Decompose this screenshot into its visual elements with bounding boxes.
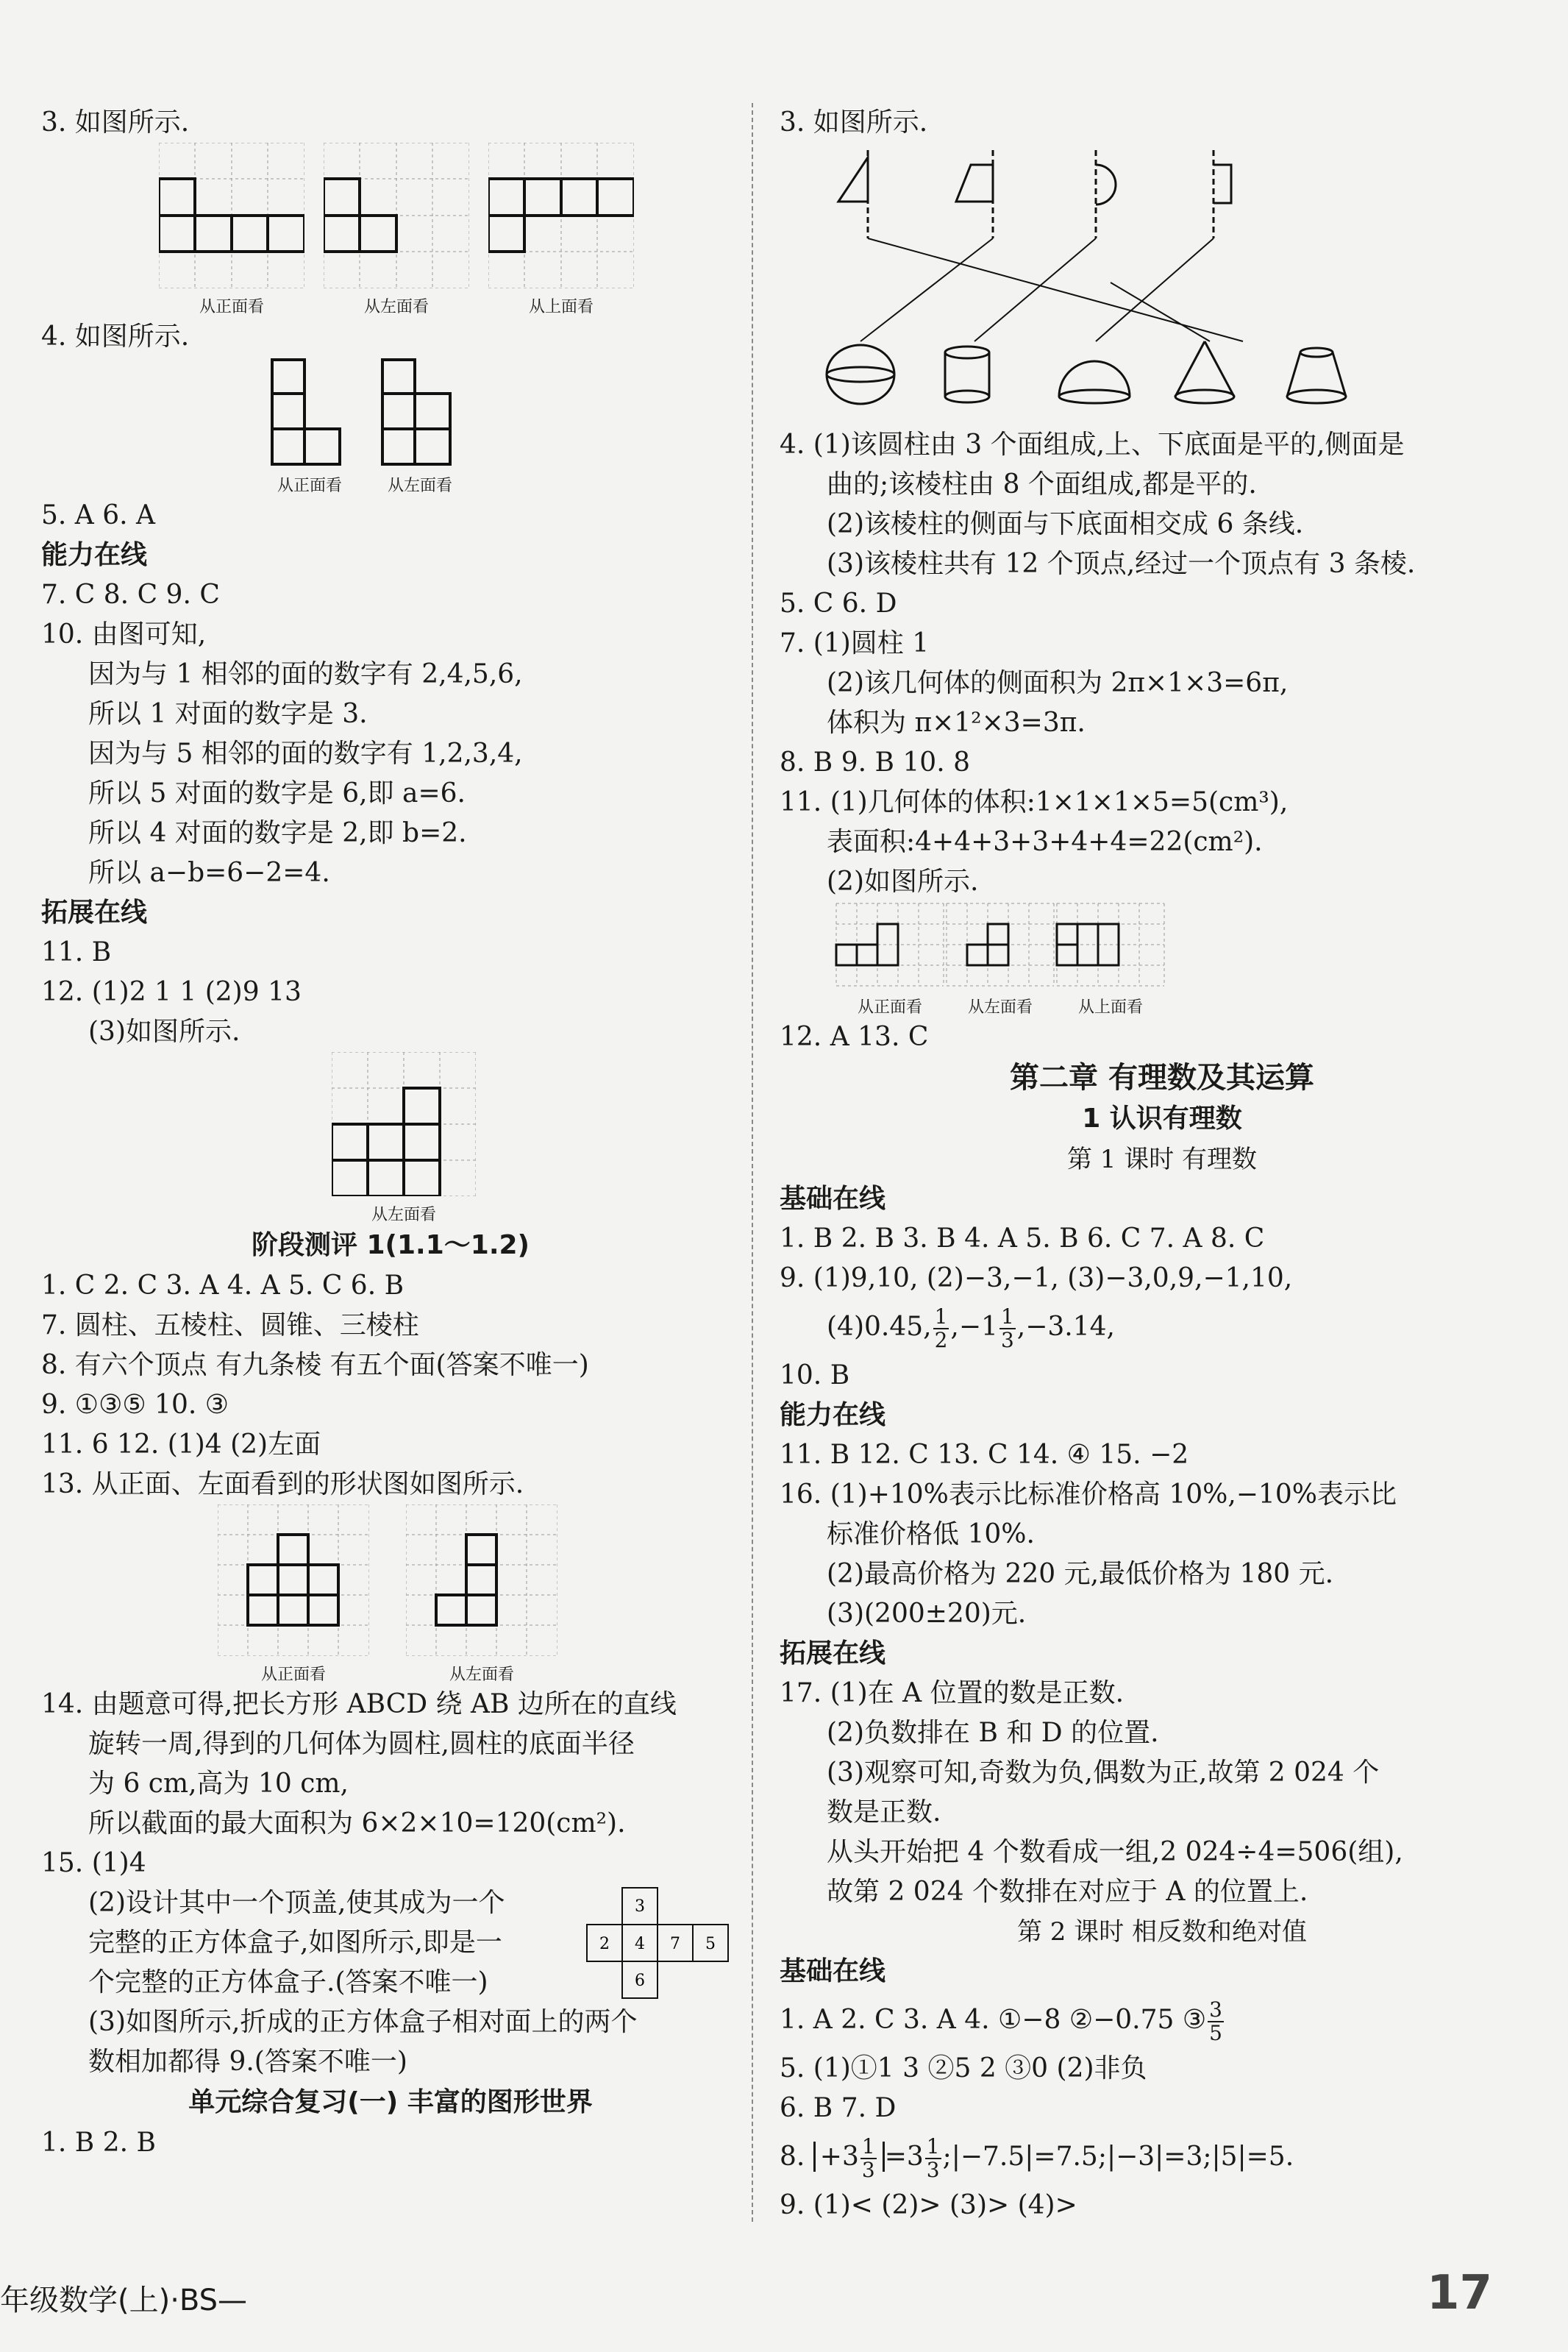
c8-line <box>780 2128 1544 2186</box>
heading-ability: 能力在线 <box>780 1400 886 1430</box>
a11-line: 11. B 12. C 13. C 14. ④ 15. −2 <box>780 1440 1189 1470</box>
fraction <box>925 2136 941 2181</box>
fraction <box>999 1306 1016 1351</box>
page-number: 17 <box>1427 2266 1493 2320</box>
s9-line: 9. ①③⑤ 10. ③ <box>41 1390 229 1420</box>
caption: 从左面看 <box>371 1206 436 1224</box>
s13-figure <box>218 1504 740 1685</box>
text: ,−3.14, <box>1016 1312 1115 1342</box>
numerator: 1 <box>861 2134 875 2159</box>
numerator: 1 <box>926 2134 940 2159</box>
e17-line: 17. (1)在 A 位置的数是正数. <box>780 1678 1125 1708</box>
q4-figure <box>269 357 740 496</box>
numerator: 1 <box>1000 1304 1014 1329</box>
net-cell: 4 <box>635 1935 645 1953</box>
denominator: 3 <box>861 2158 875 2182</box>
s15-line: 15. (1)4 <box>41 1848 146 1878</box>
c5-line: 5. (1)①1 3 ②5 2 ③0 (2)非负 <box>780 2053 1147 2083</box>
q12-line: 12. A 13. C <box>780 1022 929 1052</box>
q11-line: 11. B <box>41 937 112 967</box>
q12-line: (3)如图所示. <box>88 1017 240 1047</box>
front-view-grid <box>159 143 304 288</box>
q5-line: 5. C 6. D <box>780 589 897 619</box>
column-divider <box>752 103 755 2222</box>
q7-line: (2)该几何体的侧面积为 2π×1×3=6π, <box>827 668 1289 698</box>
u1-line: 1. B 2. B <box>41 2128 156 2158</box>
right-column <box>780 103 1544 2225</box>
q11-line: 表面积:4+4+3+3+4+4=22(cm²). <box>827 827 1263 857</box>
a16-line: 标准价格低 10%. <box>827 1519 1035 1549</box>
fraction <box>933 1306 949 1351</box>
text: (4)0.45, <box>827 1312 932 1342</box>
fraction <box>860 2136 877 2181</box>
e17-line: (2)负数排在 B 和 D 的位置. <box>827 1718 1159 1748</box>
caption: 从正面看 <box>277 477 342 495</box>
e17-line: 数是正数. <box>827 1797 941 1827</box>
cube-net-figure <box>585 1886 733 2001</box>
lesson-title: 第 2 课时 相反数和绝对值 <box>1016 1917 1308 1947</box>
s8-line: 8. 有六个顶点 有九条棱 有五个面(答案不唯一) <box>41 1350 589 1380</box>
left-view-grid <box>945 902 1055 989</box>
q7-line: 7. C 8. C 9. C <box>41 580 220 610</box>
caption: 从左面看 <box>387 477 452 495</box>
denominator: 2 <box>934 1328 948 1352</box>
q4-line: (2)该棱柱的侧面与下底面相交成 6 条线. <box>827 509 1304 539</box>
q3-line: 3. 如图所示. <box>41 107 190 138</box>
q4-line: (3)该棱柱共有 12 个顶点,经过一个顶点有 3 条棱. <box>827 549 1416 579</box>
q10-line: 10. 由图可知, <box>41 619 207 650</box>
heading-extension: 拓展在线 <box>780 1638 886 1669</box>
s15-line: 完整的正方体盒子,如图所示,即是一 <box>88 1928 502 1958</box>
q10-line: 所以 1 对面的数字是 3. <box>88 699 368 729</box>
caption: 从左面看 <box>449 1666 514 1684</box>
q11-line: 11. (1)几何体的体积:1×1×1×5=5(cm³), <box>780 787 1289 817</box>
q3-line: 3. 如图所示. <box>780 107 928 138</box>
heading-basic: 基础在线 <box>780 1184 886 1214</box>
a16-line: (2)最高价格为 220 元,最低价格为 180 元. <box>827 1559 1334 1589</box>
left-view-grid <box>324 143 469 288</box>
s13-line: 13. 从正面、左面看到的形状图如图所示. <box>41 1469 524 1499</box>
q3-figure <box>159 143 740 317</box>
s11-line: 11. 6 12. (1)4 (2)左面 <box>41 1429 321 1460</box>
stage-test-title: 阶段测评 1(1.1～1.2) <box>251 1230 530 1260</box>
s15-line: 数相加都得 9.(答案不唯一) <box>88 2047 407 2077</box>
numerator: 3 <box>1209 1997 1222 2022</box>
numerator: 1 <box>934 1304 948 1329</box>
heading-ability: 能力在线 <box>41 540 148 570</box>
front-view-grid <box>835 902 945 989</box>
s14-line: 14. 由题意可得,把长方形 ABCD 绕 AB 边所在的直线 <box>41 1689 677 1719</box>
q8-line: 8. B 9. B 10. 8 <box>780 747 970 778</box>
heading-basic: 基础在线 <box>780 1956 886 1986</box>
net-cell: 6 <box>635 1972 645 1990</box>
caption: 从正面看 <box>857 998 922 1017</box>
q4-line: 4. 如图所示. <box>41 321 190 352</box>
q10-line: 所以 4 对面的数字是 2,即 b=2. <box>88 818 467 848</box>
q10-line: 所以 a−b=6−2=4. <box>88 858 330 888</box>
a16-line: (3)(200±20)元. <box>827 1599 1027 1629</box>
q11-line: (2)如图所示. <box>827 867 979 897</box>
left-view-shape <box>379 357 460 467</box>
front-view-grid <box>218 1504 369 1656</box>
unit-review-title: 单元综合复习(一) 丰富的图形世界 <box>188 2087 593 2117</box>
q5-line: 5. A 6. A <box>41 500 156 530</box>
caption: 从左面看 <box>967 998 1033 1017</box>
caption: 从上面看 <box>528 298 594 316</box>
heading-extension: 拓展在线 <box>41 898 148 928</box>
q10-line: 因为与 1 相邻的面的数字有 2,4,5,6, <box>88 659 523 689</box>
q4-line: 4. (1)该圆柱由 3 个面组成,上、下底面是平的,侧面是 <box>780 430 1405 460</box>
s15-line: (3)如图所示,折成的正方体盒子相对面上的两个 <box>88 2007 638 2037</box>
net-cell: 3 <box>635 1897 645 1916</box>
net-cell: 5 <box>705 1935 716 1953</box>
text: ;|−7.5|=7.5;|−3|=3;|5|=5. <box>942 2142 1294 2172</box>
b9-4-line <box>780 1298 1544 1356</box>
text: 8. <box>780 2142 813 2172</box>
s14-line: 所以截面的最大面积为 6×2×10=120(cm²). <box>88 1808 626 1838</box>
caption: 从上面看 <box>1077 998 1143 1017</box>
b1-line: 1. B 2. B 3. B 4. A 5. B 6. C 7. A 8. C <box>780 1223 1265 1254</box>
caption: 从正面看 <box>199 298 264 316</box>
c1-line <box>780 1992 1544 2049</box>
section-title: 1 认识有理数 <box>1082 1104 1242 1134</box>
text: 1. A 2. C 3. A 4. ①−8 ②−0.75 ③ <box>780 2005 1207 2035</box>
caption: 从正面看 <box>260 1666 326 1684</box>
absolute-value <box>813 2134 885 2182</box>
s7-line: 7. 圆柱、五棱柱、圆锥、三棱柱 <box>41 1310 419 1340</box>
c9-line: 9. (1)< (2)> (3)> (4)> <box>780 2190 1077 2220</box>
top-view-grid <box>1055 902 1166 989</box>
net-cell: 7 <box>670 1935 680 1953</box>
rotation-matching-figure <box>802 143 1464 422</box>
fraction <box>1208 1999 1224 2044</box>
q11-figure <box>835 902 1544 1017</box>
b9-line: 9. (1)9,10, (2)−3,−1, (3)−3,0,9,−1,10, <box>780 1263 1293 1293</box>
q4-line: 曲的;该棱柱由 8 个面组成,都是平的. <box>827 469 1257 500</box>
q12-line: 12. (1)2 1 1 (2)9 13 <box>41 977 302 1007</box>
denominator: 3 <box>926 2158 940 2182</box>
s15-line: (2)设计其中一个顶盖,使其成为一个 <box>88 1888 505 1918</box>
text: ,−1 <box>950 1312 998 1342</box>
b10-line: 10. B <box>780 1360 850 1390</box>
q10-line: 因为与 5 相邻的面的数字有 1,2,3,4, <box>88 739 523 769</box>
e17-line: 故第 2 024 个数排在对应于 A 的位置上. <box>827 1877 1308 1907</box>
q10-line: 所以 5 对面的数字是 6,即 a=6. <box>88 778 466 809</box>
q7-line: 7. (1)圆柱 1 <box>780 628 930 658</box>
denominator: 5 <box>1209 2021 1222 2045</box>
left-column <box>41 103 740 2163</box>
denominator: 3 <box>1000 1328 1014 1352</box>
e17-line: 从头开始把 4 个数看成一组,2 024÷4=506(组), <box>827 1837 1403 1867</box>
s15-block <box>41 1844 740 2082</box>
top-view-grid <box>488 143 634 288</box>
front-view-shape <box>269 357 350 467</box>
left-view-grid <box>406 1504 557 1656</box>
a16-line: 16. (1)+10%表示比标准价格高 10%,−10%表示比 <box>780 1479 1397 1510</box>
caption: 从左面看 <box>363 298 429 316</box>
q12-figure <box>332 1052 740 1225</box>
left-view-grid <box>332 1052 476 1196</box>
lesson-title: 第 1 课时 有理数 <box>1066 1145 1258 1174</box>
s14-line: 为 6 cm,高为 10 cm, <box>88 1769 349 1799</box>
s1-line: 1. C 2. C 3. A 4. A 5. C 6. B <box>41 1271 405 1301</box>
q7-line: 体积为 π×1²×3=3π. <box>827 708 1086 738</box>
text: =3 <box>884 2142 924 2172</box>
footer-text: 年级数学(上)·BS— <box>0 2284 248 2317</box>
c6-line: 6. B 7. D <box>780 2093 897 2123</box>
s15-line: 个完整的正方体盒子.(答案不唯一) <box>88 1967 488 1997</box>
chapter-title: 第二章 有理数及其运算 <box>1010 1061 1314 1095</box>
text: +3 <box>819 2142 859 2172</box>
e17-line: (3)观察可知,奇数为负,偶数为正,故第 2 024 个 <box>827 1758 1380 1788</box>
net-cell: 2 <box>599 1935 610 1953</box>
s14-line: 旋转一周,得到的几何体为圆柱,圆柱的底面半径 <box>88 1729 635 1759</box>
